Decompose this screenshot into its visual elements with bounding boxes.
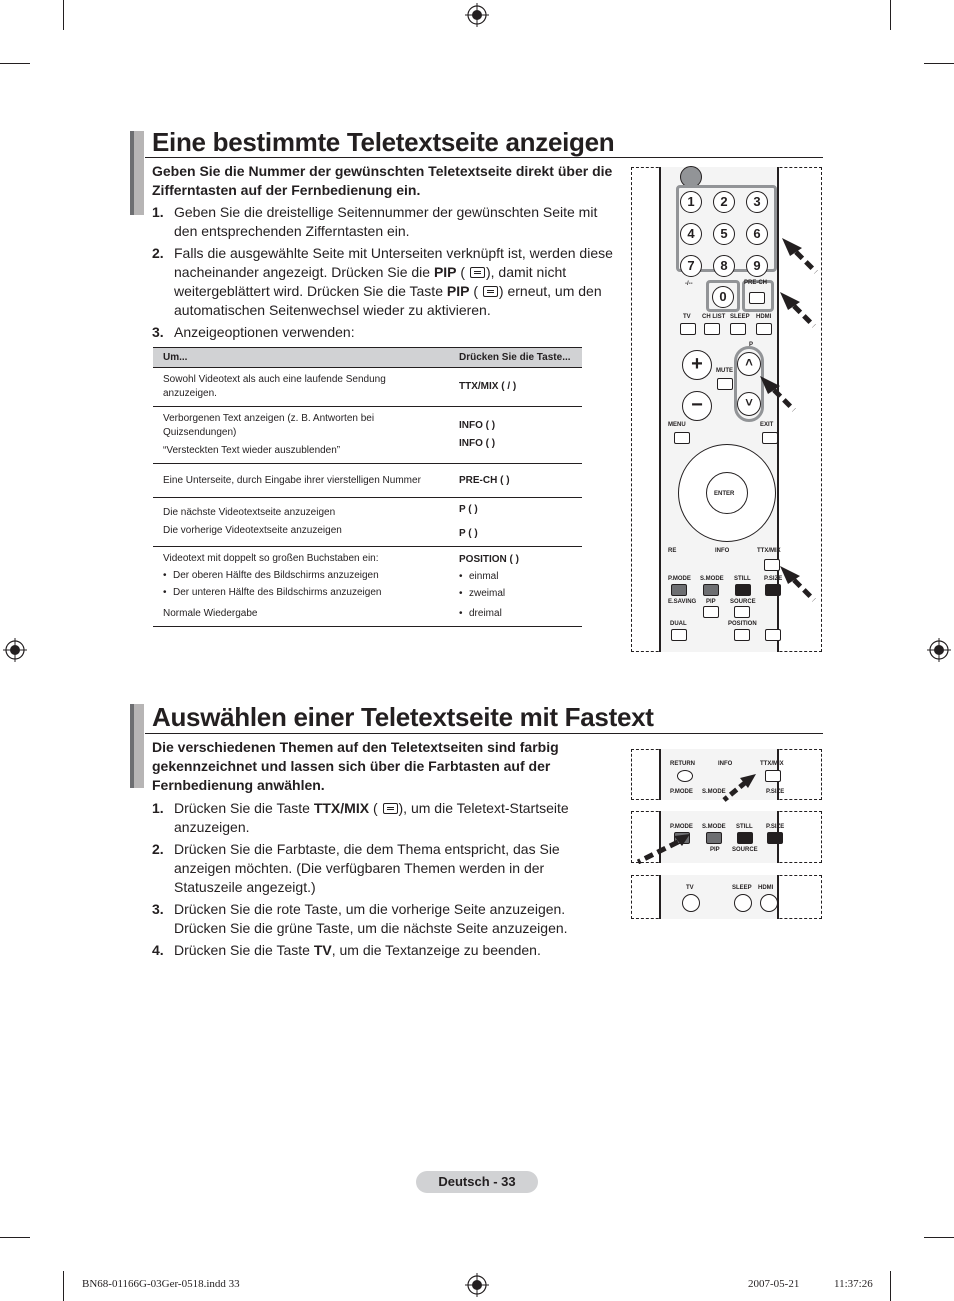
source-label: SOURCE bbox=[730, 599, 756, 605]
digit-4: 4 bbox=[680, 223, 702, 245]
table-header bbox=[153, 348, 582, 368]
digit-1: 1 bbox=[680, 191, 702, 213]
sleep-key bbox=[730, 323, 746, 335]
table-cell: PRE-CH ( ) bbox=[449, 464, 582, 498]
step-text: Anzeigeoptionen verwenden: bbox=[174, 324, 355, 340]
source-label: SOURCE bbox=[732, 847, 758, 853]
bullet-item: • Der oberen Hälfte des Bildschirms anzuzeigen bbox=[163, 569, 439, 583]
pip-label: PIP bbox=[706, 599, 716, 605]
step-text: ) erneut, um den automatischen Seitenwechsel wieder zu aktivieren. bbox=[174, 283, 602, 318]
table-row bbox=[153, 547, 582, 627]
step-number: 3. bbox=[152, 901, 164, 917]
step-text: Drücken Sie die Taste bbox=[174, 942, 314, 958]
smode-label: S.MODE bbox=[702, 824, 726, 830]
footer-time: 11:37:26 bbox=[834, 1278, 873, 1290]
remote-crop-bottom bbox=[631, 875, 822, 919]
tv-label: TV bbox=[686, 885, 694, 891]
table-cell bbox=[449, 547, 582, 627]
blue-key bbox=[767, 832, 783, 844]
bullet-item: • einmal bbox=[459, 570, 572, 584]
digit-7: 7 bbox=[680, 255, 702, 277]
hdmi-key bbox=[756, 323, 772, 335]
section-2-title: Auswählen einer Teletextseite mit Fastext bbox=[152, 702, 654, 732]
dash-label: -/-- bbox=[685, 281, 693, 287]
step-2 bbox=[152, 840, 597, 897]
step-text: Drücken Sie die rote Taste, um die vorherige Seite anzuzeigen. Drücken Sie die grüne Taste, um die nächste Seite anzuzeigen. bbox=[174, 901, 568, 936]
red-key bbox=[671, 584, 687, 596]
enter-label: ENTER bbox=[714, 491, 735, 497]
menu-key bbox=[674, 432, 690, 444]
green-key bbox=[706, 832, 722, 844]
section-2-steps bbox=[152, 799, 597, 963]
cell-line: Die vorherige Videotextseite anzuzeigen bbox=[163, 525, 342, 536]
section-marker bbox=[130, 131, 144, 215]
step-text: Geben Sie die dreistellige Seitennummer der gewünschten Seite mit den entsprechenden Zifferntasten ein. bbox=[174, 204, 598, 239]
table-row bbox=[153, 464, 582, 498]
step-number: 2. bbox=[152, 245, 164, 261]
footer-file-info: BN68-01166G-03Ger-0518.indd 33 bbox=[82, 1278, 240, 1290]
info-label: INFO bbox=[715, 548, 730, 554]
page-number-badge: Deutsch - 33 bbox=[416, 1171, 538, 1193]
step-3 bbox=[152, 900, 597, 938]
yellow-key bbox=[737, 832, 753, 844]
step-number: 1. bbox=[152, 204, 164, 220]
section-2-rule bbox=[145, 733, 823, 734]
step-text: ), um die Teletext-Startseite anzuzeigen. bbox=[174, 800, 569, 835]
pip-key-icon bbox=[470, 267, 485, 278]
green-key bbox=[703, 584, 719, 596]
digit-2: 2 bbox=[713, 191, 735, 213]
display-options-table bbox=[153, 347, 582, 627]
pip-key-icon bbox=[483, 286, 498, 297]
table-row bbox=[153, 368, 582, 407]
hdmi-button bbox=[760, 894, 778, 912]
psize-label: P.SIZE bbox=[766, 789, 785, 795]
cell-line: P ( ) bbox=[459, 504, 478, 515]
yellow-key bbox=[735, 584, 751, 596]
pointer-arrow-icon bbox=[778, 564, 820, 604]
tv-key-label: TV bbox=[313, 942, 332, 958]
esaving-label: E.SAVING bbox=[668, 599, 697, 605]
chlist-label: CH LIST bbox=[702, 314, 726, 320]
table-cell bbox=[449, 407, 582, 464]
prech-key bbox=[749, 292, 765, 304]
step-text: ( bbox=[469, 283, 482, 299]
ttxmix-key-label: TTX/MIX bbox=[313, 800, 370, 816]
smode-label: S.MODE bbox=[702, 789, 726, 795]
pointer-arrow-icon bbox=[632, 830, 692, 864]
step-text: Drücken Sie die Farbtaste, die dem Thema entspricht, das Sie anzeigen möchten. (Die verfügbaren Themen werden in der Statuszeile angezeigt.) bbox=[174, 841, 560, 895]
return-label: RETURN bbox=[670, 761, 695, 767]
table-cell: TTX/MIX ( / ) bbox=[449, 368, 582, 407]
dual-label: DUAL bbox=[670, 621, 687, 627]
crop-mark bbox=[890, 0, 891, 30]
section-1-intro: Geben Sie die Nummer der gewünschten Teletextseite direkt über die Zifferntasten auf der Fernbedienung ein. bbox=[152, 163, 613, 198]
digit-6: 6 bbox=[746, 223, 768, 245]
table-row bbox=[153, 498, 582, 547]
cell-line: “Versteckten Text wieder auszublenden” bbox=[163, 445, 341, 456]
table-row bbox=[153, 407, 582, 464]
pip-label: PIP bbox=[710, 847, 720, 853]
position-label: POSITION bbox=[728, 621, 757, 627]
exit-label: EXIT bbox=[760, 422, 774, 428]
tv-label: TV bbox=[683, 314, 691, 320]
header-cell: Um... bbox=[153, 348, 449, 368]
pip-key-label: PIP bbox=[433, 264, 457, 280]
step-text: Drücken Sie die Taste bbox=[174, 800, 314, 816]
table-cell: Eine Unterseite, durch Eingabe ihrer vierstelligen Nummer bbox=[153, 464, 449, 498]
remote-crop-top bbox=[631, 749, 822, 800]
step-number: 1. bbox=[152, 800, 164, 816]
step-1 bbox=[152, 203, 617, 241]
hdmi-label: HDMI bbox=[758, 885, 774, 891]
section-1-rule bbox=[145, 157, 823, 158]
table-cell bbox=[153, 498, 449, 547]
cell-line: Normale Wiedergabe bbox=[163, 608, 258, 619]
mute-label: MUTE bbox=[716, 368, 733, 374]
sleep-label: SLEEP bbox=[732, 885, 752, 891]
step-1 bbox=[152, 799, 597, 837]
bullet-item: • zweimal bbox=[459, 587, 572, 601]
table-cell bbox=[449, 498, 582, 547]
digit-0: 0 bbox=[712, 286, 734, 308]
ttxmix-label: TTX/MIX bbox=[757, 548, 781, 554]
registration-mark-icon bbox=[465, 1273, 489, 1297]
table-cell bbox=[153, 547, 449, 627]
digit-9: 9 bbox=[746, 255, 768, 277]
exit-key bbox=[762, 432, 778, 444]
psize-label: P.SIZE bbox=[766, 824, 785, 830]
ttxmix-key bbox=[765, 770, 781, 782]
step-4 bbox=[152, 941, 597, 960]
prech-label: PRE-CH bbox=[744, 280, 768, 286]
still-label: STILL bbox=[736, 824, 753, 830]
p-label: P bbox=[749, 342, 754, 348]
crop-mark bbox=[890, 1271, 891, 1301]
step-number: 3. bbox=[152, 324, 164, 340]
registration-mark-icon bbox=[3, 638, 27, 662]
chlist-key bbox=[704, 323, 720, 335]
section-1-steps bbox=[152, 203, 617, 345]
pmode-label: P.MODE bbox=[668, 576, 691, 582]
crop-mark bbox=[63, 1271, 64, 1301]
remote-illustration bbox=[631, 167, 822, 652]
crop-mark bbox=[924, 1237, 954, 1238]
step-text: , um die Textanzeige zu beenden. bbox=[331, 942, 541, 958]
info-label: INFO bbox=[718, 761, 733, 767]
cell-line: INFO ( ) bbox=[459, 420, 496, 431]
step-text: ( bbox=[456, 264, 469, 280]
crop-mark bbox=[0, 63, 30, 64]
cell-line: POSITION ( ) bbox=[459, 553, 519, 565]
source-key bbox=[734, 606, 750, 618]
p-down-key bbox=[765, 629, 781, 641]
bullet-item: • Der unteren Hälfte des Bildschirms anzuzeigen bbox=[163, 586, 439, 600]
psize-label: P.SIZE bbox=[764, 576, 783, 582]
crop-mark bbox=[924, 63, 954, 64]
digit-5: 5 bbox=[713, 223, 735, 245]
pip-key bbox=[703, 606, 719, 618]
section-1-title: Eine bestimmte Teletextseite anzeigen bbox=[152, 127, 615, 157]
pointer-arrow-icon bbox=[758, 374, 800, 414]
mute-key bbox=[717, 378, 733, 390]
pointer-arrow-icon bbox=[778, 290, 820, 330]
step-text: ( bbox=[369, 800, 382, 816]
return-key bbox=[677, 770, 693, 782]
header-cell: Drücken Sie die Taste... bbox=[449, 348, 582, 368]
volume-down-button: − bbox=[682, 391, 712, 421]
digit-8: 8 bbox=[713, 255, 735, 277]
registration-mark-icon bbox=[465, 3, 489, 27]
hdmi-label: HDMI bbox=[756, 314, 772, 320]
pmode-label: P.MODE bbox=[670, 824, 693, 830]
return-label: RE bbox=[668, 548, 677, 554]
ttxmix-label: TTX/MIX bbox=[760, 761, 784, 767]
still-label: STILL bbox=[734, 576, 751, 582]
section-2-intro: Die verschiedenen Themen auf den Teletextseiten sind farbig gekennzeichnet und lassen sich über die Farbtasten auf der Fernbedienung anwählen. bbox=[152, 739, 559, 793]
step-number: 4. bbox=[152, 942, 164, 958]
step-text: Falls die ausgewählte Seite mit Unterseiten verknüpft ist, werden diese nacheinander angezeigt. Drücken Sie die bbox=[174, 245, 613, 280]
registration-mark-icon bbox=[927, 638, 951, 662]
sleep-button bbox=[734, 894, 752, 912]
step-3 bbox=[152, 323, 617, 342]
pointer-arrow-icon bbox=[718, 772, 758, 802]
dual-key bbox=[671, 629, 687, 641]
step-text: ), damit nicht weitergeblättert wird. Drücken Sie die Taste bbox=[174, 264, 567, 299]
pip-key-label: PIP bbox=[446, 283, 470, 299]
cell-line: Verborgenen Text anzeigen (z. B. Antworten bei Quizsendungen) bbox=[163, 413, 375, 438]
cell-line: INFO ( ) bbox=[459, 438, 496, 449]
smode-label: S.MODE bbox=[700, 576, 724, 582]
table-cell bbox=[153, 407, 449, 464]
channel-down-button: ˅ bbox=[737, 392, 761, 416]
cell-line: Die nächste Videotextseite anzuzeigen bbox=[163, 507, 336, 518]
table-cell: Sowohl Videotext als auch eine laufende Sendung anzuzeigen. bbox=[153, 368, 449, 407]
menu-label: MENU bbox=[668, 422, 686, 428]
cell-line: P ( ) bbox=[459, 528, 478, 539]
tv-button bbox=[682, 894, 700, 912]
pmode-label: P.MODE bbox=[670, 789, 693, 795]
remote-crop-middle bbox=[631, 811, 822, 863]
ttxmix-key-icon bbox=[383, 803, 398, 814]
sleep-label: SLEEP bbox=[730, 314, 750, 320]
crop-mark bbox=[0, 1237, 30, 1238]
footer-date: 2007-05-21 bbox=[748, 1278, 800, 1290]
section-marker bbox=[130, 704, 144, 788]
tv-key bbox=[680, 323, 696, 335]
cell-line: Videotext mit doppelt so großen Buchstaben ein: bbox=[163, 553, 379, 564]
step-2 bbox=[152, 244, 617, 320]
bullet-item: • dreimal bbox=[459, 607, 572, 621]
volume-up-button: + bbox=[682, 350, 712, 380]
digit-3: 3 bbox=[746, 191, 768, 213]
step-number: 2. bbox=[152, 841, 164, 857]
pointer-arrow-icon bbox=[780, 236, 822, 276]
position-key bbox=[734, 629, 750, 641]
channel-up-button: ˄ bbox=[737, 352, 761, 376]
crop-mark bbox=[63, 0, 64, 30]
